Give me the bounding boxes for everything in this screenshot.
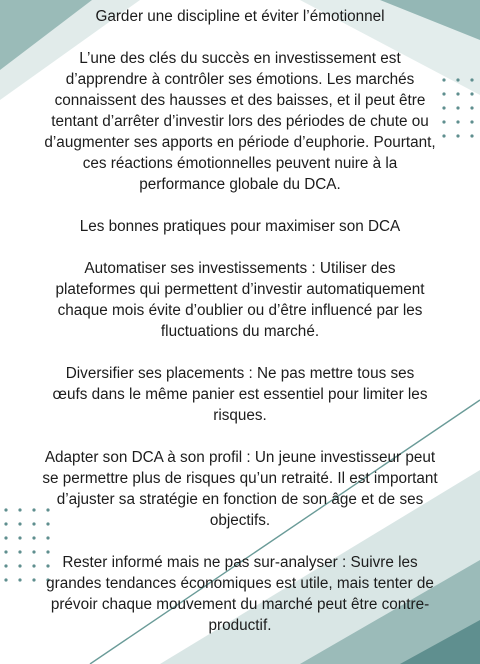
practice-adapt-profile: Adapter son DCA à son profil : Un jeune investisseur peut se permettre plus de risques qu’un retraité. Il est important d’ajuster sa stratégie en fonction de son âge et de ses objectifs. [42,449,438,529]
practice-automate: Automatiser ses investissements : Utiliser des plateformes qui permettent d’investir automatiquement chaque mois évite d’oublier ou d’être influencé par les fluctuations du marché. [55,260,425,340]
paragraph-emotions: L’une des clés du succès en investissement est d’apprendre à contrôler ses émotions. Les marchés connaissent des hausses et des baisses, et il peut être tentant d’arrêter d’investir lors des périodes de chute ou d’augmenter ses apports en période d’euphorie. Pourtant, ces réactions émotionnelles peuvent nuire à la performance globale du DCA. [44,50,436,193]
practice-stay-informed: Rester informé mais ne pas sur-analyser : Suivre les grandes tendances économiques est utile, mais tenter de prévoir chaque mouvement du marché peut être contre-productif. [46,554,434,634]
section-title: Garder une discipline et éviter l’émotionnel [95,8,385,25]
dot-grid-top-right [440,74,480,154]
practice-diversify: Diversifier ses placements : Ne pas mettre tous ses œufs dans le même panier est essentiel pour limiter les risques. [52,365,428,424]
best-practices-heading: Les bonnes pratiques pour maximiser son DCA [79,218,401,235]
